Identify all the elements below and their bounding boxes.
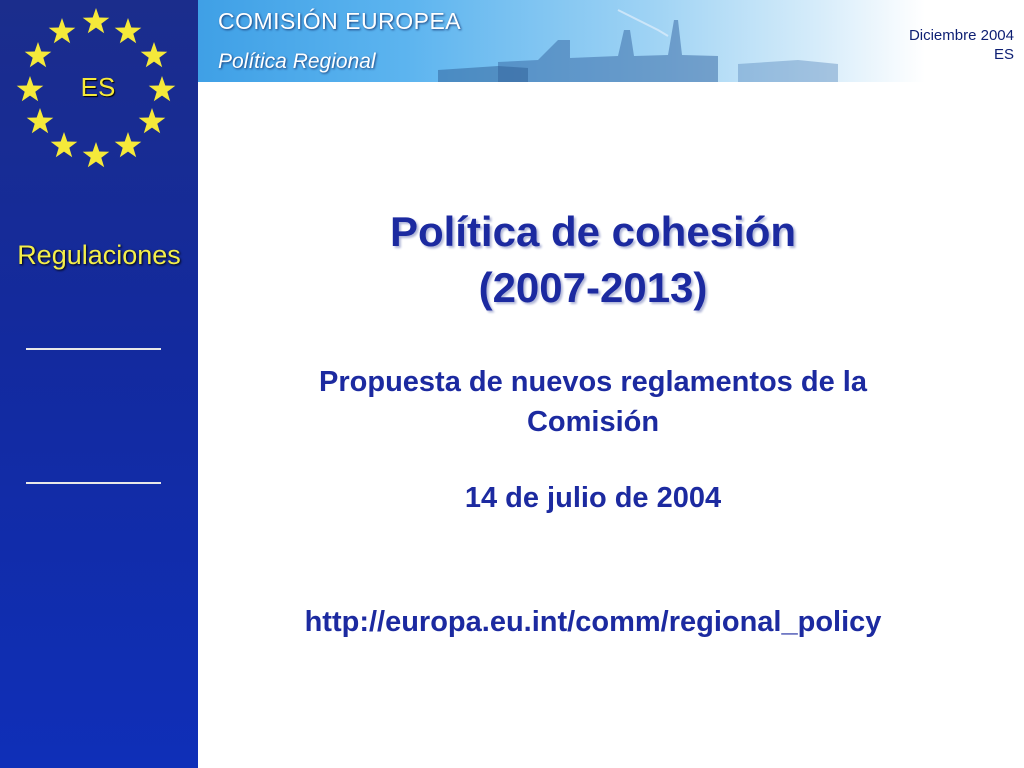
policy-url-link[interactable]: http://europa.eu.int/comm/regional_policy [304, 606, 882, 638]
banner-date-block [909, 26, 1014, 64]
slide-subtitle-line-2: Comisión [526, 406, 660, 438]
sidebar [0, 0, 198, 768]
sidebar-divider-top [26, 348, 161, 350]
proposal-date: 14 de julio de 2004 [464, 482, 722, 514]
header-banner [198, 0, 1024, 82]
section-label: Regulaciones [17, 240, 181, 270]
banner-title: COMISIÓN EUROPEA [218, 8, 462, 34]
slide-title-line-1: Política de cohesión [389, 208, 797, 255]
slide-subtitle-line-1: Propuesta de nuevos reglamentos de la [319, 366, 867, 398]
banner-language: ES [993, 46, 1014, 63]
sidebar-divider-bottom [26, 482, 161, 484]
slide-title [198, 204, 988, 316]
slide-title-line-2: (2007-2013) [478, 264, 708, 311]
banner-subtitle: Política Regional [218, 50, 376, 73]
slide-subtitle [198, 362, 988, 442]
main-content [198, 82, 1024, 768]
emblem-language-label: ES [80, 72, 116, 102]
banner-date: Diciembre 2004 [908, 27, 1014, 44]
